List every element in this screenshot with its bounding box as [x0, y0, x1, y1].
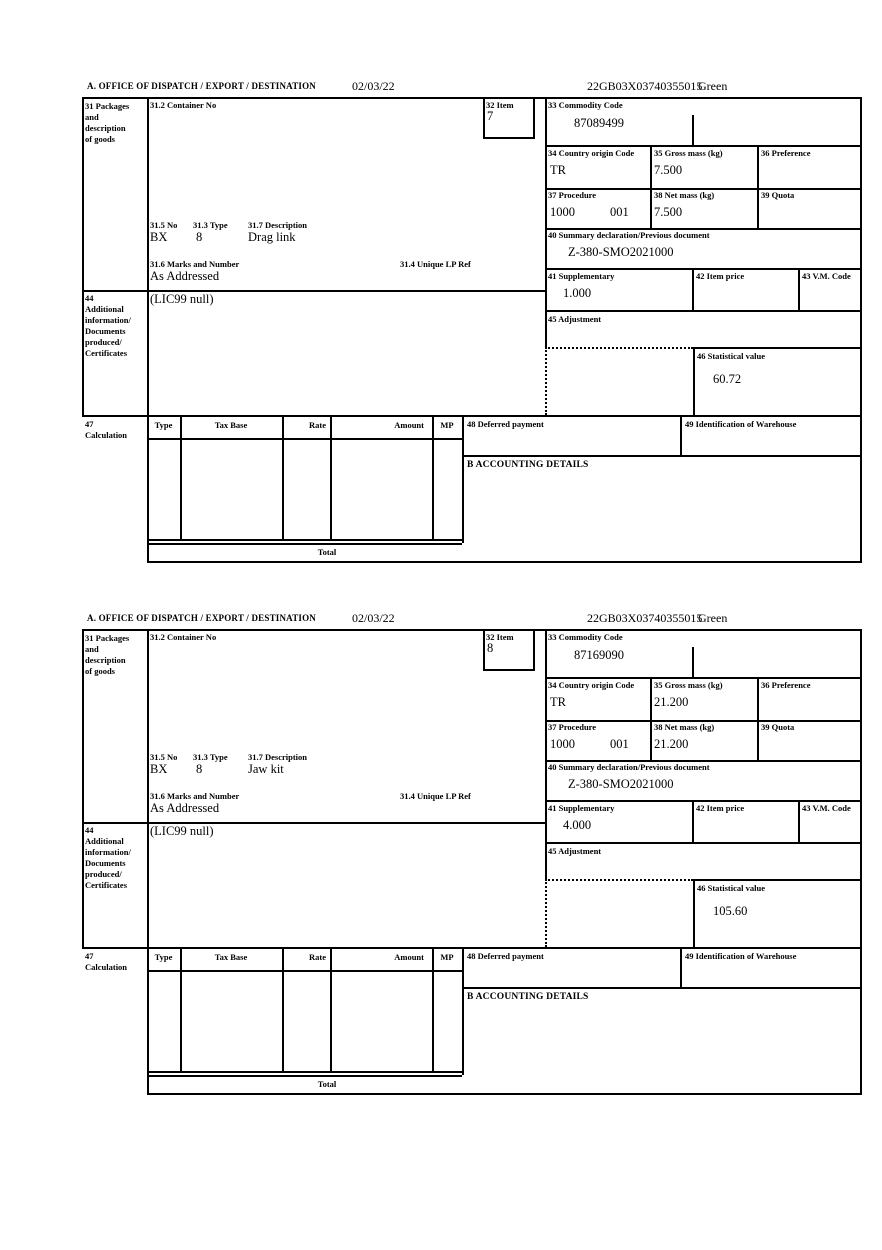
dotted-line: [545, 347, 547, 415]
grid-line: [432, 415, 434, 539]
statistical-value: 105.60: [713, 904, 748, 918]
package-no: BX: [150, 230, 168, 244]
procedure-label: 37 Procedure: [548, 722, 597, 732]
box31-label: 31 Packages: [85, 633, 130, 643]
grid-line: [147, 543, 462, 545]
routing-status: Green: [698, 611, 728, 625]
grid-line: [680, 947, 682, 987]
package-type: 8: [196, 762, 203, 776]
dispatch-date: 02/03/22: [352, 611, 395, 625]
procedure-code: 1000: [550, 205, 575, 219]
grid-line: [545, 310, 862, 312]
supplementary-label: 41 Supplementary: [548, 271, 615, 281]
grid-line: [693, 879, 695, 947]
gross-mass: 7.500: [654, 163, 683, 177]
box44-label: produced/: [85, 337, 122, 347]
grid-line: [462, 947, 464, 1075]
grid-line: [330, 947, 332, 1071]
office-of-dispatch-label: A. OFFICE OF DISPATCH / EXPORT / DESTINATION: [87, 613, 317, 623]
goods-description: Drag link: [248, 230, 296, 244]
declaration-reference: 22GB03X03740355015: [587, 79, 703, 93]
grid-line: [462, 987, 862, 989]
col-rate-header: Rate: [309, 420, 326, 430]
commodity-code-label: 33 Commodity Code: [548, 632, 623, 642]
package-type-label: 31.3 Type: [193, 752, 228, 762]
procedure-code: 1000: [550, 737, 575, 751]
warehouse-id-label: 49 Identification of Warehouse: [685, 951, 797, 961]
quota-label: 39 Quota: [761, 190, 795, 200]
country-origin: TR: [550, 695, 566, 709]
box47-label: Calculation: [85, 962, 128, 972]
grid-line: [545, 145, 862, 147]
grid-line: [693, 347, 695, 415]
col-type-header: Type: [154, 952, 173, 962]
box44-label: produced/: [85, 869, 122, 879]
gross-mass-label: 35 Gross mass (kg): [654, 148, 723, 158]
package-no: BX: [150, 762, 168, 776]
unique-lp-ref-label: 31.4 Unique LP Ref: [400, 791, 471, 801]
commodity-code-label: 33 Commodity Code: [548, 100, 623, 110]
vm-code-label: 43 V.M. Code: [802, 803, 851, 813]
grid-line: [533, 97, 535, 139]
grid-line: [693, 347, 862, 349]
grid-line: [147, 1071, 462, 1073]
grid-line: [180, 947, 182, 1071]
grid-line: [483, 97, 485, 139]
grid-line: [462, 455, 862, 457]
quota-label: 39 Quota: [761, 722, 795, 732]
box31-label: of goods: [85, 666, 115, 676]
package-type-label: 31.3 Type: [193, 220, 228, 230]
country-origin-label: 34 Country origin Code: [548, 680, 635, 690]
grid-line: [483, 629, 485, 671]
container-no-label: 31.2 Container No: [150, 100, 217, 110]
grid-line: [82, 629, 862, 631]
procedure-ext: 001: [610, 737, 629, 751]
grid-line: [180, 415, 182, 539]
total-label: Total: [317, 1079, 337, 1089]
grid-line: [545, 842, 862, 844]
col-type-header: Type: [154, 420, 173, 430]
item-block-1: [82, 78, 864, 568]
box44-label: Certificates: [85, 880, 128, 890]
grid-line: [82, 629, 84, 949]
net-mass: 21.200: [654, 737, 689, 751]
country-origin: TR: [550, 163, 566, 177]
grid-line: [692, 268, 694, 310]
item-price-label: 42 Item price: [696, 271, 745, 281]
description-label: 31.7 Description: [248, 752, 308, 762]
office-of-dispatch-label: A. OFFICE OF DISPATCH / EXPORT / DESTINATION: [87, 81, 317, 91]
commodity-code: 87169090: [574, 648, 624, 662]
supplementary-units: 1.000: [563, 286, 592, 300]
col-mp-header: MP: [440, 952, 454, 962]
total-label: Total: [317, 547, 337, 557]
supplementary-label: 41 Supplementary: [548, 803, 615, 813]
net-mass: 7.500: [654, 205, 683, 219]
grid-line: [545, 800, 862, 802]
grid-line: [432, 947, 434, 1071]
container-no-label: 31.2 Container No: [150, 632, 217, 642]
box31-label: description: [85, 655, 126, 665]
grid-line: [693, 879, 862, 881]
grid-line: [757, 677, 759, 760]
box47-label: 47: [85, 419, 94, 429]
col-amount-header: Amount: [394, 420, 424, 430]
grid-line: [462, 415, 464, 543]
adjustment-label: 45 Adjustment: [548, 314, 602, 324]
accounting-details-label: B ACCOUNTING DETAILS: [467, 460, 589, 470]
marks-value: As Addressed: [150, 801, 220, 815]
warehouse-id-label: 49 Identification of Warehouse: [685, 419, 797, 429]
item-block-2: [82, 610, 864, 1100]
box44-label: 44: [85, 293, 94, 303]
gross-mass-label: 35 Gross mass (kg): [654, 680, 723, 690]
dotted-line: [545, 879, 693, 881]
grid-line: [147, 438, 462, 440]
grid-line: [82, 97, 84, 417]
additional-info: (LIC99 null): [150, 824, 214, 838]
col-amount-header: Amount: [394, 952, 424, 962]
gross-mass: 21.200: [654, 695, 689, 709]
grid-line: [545, 97, 547, 349]
grid-line: [483, 669, 535, 671]
box31-label: and: [85, 644, 99, 654]
summary-declaration-label: 40 Summary declaration/Previous document: [548, 762, 710, 772]
grid-line: [680, 415, 682, 455]
item-box-label: 32 Item: [486, 632, 514, 642]
box44-label: Additional: [85, 304, 124, 314]
box31-label: 31 Packages: [85, 101, 130, 111]
package-no-label: 31.5 No: [150, 220, 178, 230]
grid-line: [483, 137, 535, 139]
box44-label: Documents: [85, 858, 126, 868]
grid-line: [147, 1075, 462, 1077]
supplementary-units: 4.000: [563, 818, 592, 832]
grid-line: [860, 97, 862, 563]
box47-label: Calculation: [85, 430, 128, 440]
net-mass-label: 38 Net mass (kg): [654, 190, 715, 200]
grid-line: [757, 145, 759, 228]
grid-line: [650, 677, 652, 760]
grid-line: [860, 629, 862, 1095]
package-type: 8: [196, 230, 203, 244]
summary-declaration: Z-380-SMO2021000: [568, 777, 674, 791]
commodity-code: 87089499: [574, 116, 624, 130]
box31-label: and: [85, 112, 99, 122]
statistical-value-label: 46 Statistical value: [697, 883, 765, 893]
grid-line: [545, 629, 547, 881]
grid-line: [147, 539, 462, 541]
dotted-line: [545, 879, 547, 947]
marks-label: 31.6 Marks and Number: [150, 791, 240, 801]
routing-status: Green: [698, 79, 728, 93]
grid-line: [692, 115, 694, 145]
box47-label: 47: [85, 951, 94, 961]
box31-label: description: [85, 123, 126, 133]
description-label: 31.7 Description: [248, 220, 308, 230]
box44-label: 44: [85, 825, 94, 835]
grid-line: [692, 800, 694, 842]
dotted-line: [545, 347, 693, 349]
col-mp-header: MP: [440, 420, 454, 430]
col-taxbase-header: Tax Base: [214, 952, 248, 962]
box44-label: Documents: [85, 326, 126, 336]
unique-lp-ref-label: 31.4 Unique LP Ref: [400, 259, 471, 269]
grid-line: [147, 1093, 862, 1095]
deferred-payment-label: 48 Deferred payment: [467, 951, 544, 961]
box44-label: information/: [85, 847, 131, 857]
grid-line: [147, 629, 149, 1095]
grid-line: [545, 268, 862, 270]
goods-description: Jaw kit: [248, 762, 284, 776]
country-origin-label: 34 Country origin Code: [548, 148, 635, 158]
marks-label: 31.6 Marks and Number: [150, 259, 240, 269]
grid-line: [147, 97, 149, 563]
grid-line: [82, 415, 862, 417]
grid-line: [82, 947, 862, 949]
box31-label: of goods: [85, 134, 115, 144]
grid-line: [147, 561, 862, 563]
box44-label: Certificates: [85, 348, 128, 358]
item-number: 7: [487, 109, 494, 123]
box44-label: Additional: [85, 836, 124, 846]
grid-line: [282, 415, 284, 539]
procedure-label: 37 Procedure: [548, 190, 597, 200]
grid-line: [798, 268, 800, 310]
box44-label: information/: [85, 315, 131, 325]
statistical-value: 60.72: [713, 372, 742, 386]
package-no-label: 31.5 No: [150, 752, 178, 762]
grid-line: [330, 415, 332, 539]
col-taxbase-header: Tax Base: [214, 420, 248, 430]
grid-line: [82, 97, 862, 99]
summary-declaration-label: 40 Summary declaration/Previous document: [548, 230, 710, 240]
additional-info: (LIC99 null): [150, 292, 214, 306]
grid-line: [545, 677, 862, 679]
grid-line: [798, 800, 800, 842]
grid-line: [692, 647, 694, 677]
grid-line: [282, 947, 284, 1071]
statistical-value-label: 46 Statistical value: [697, 351, 765, 361]
preference-label: 36 Preference: [761, 680, 811, 690]
summary-declaration: Z-380-SMO2021000: [568, 245, 674, 259]
item-number: 8: [487, 641, 494, 655]
grid-line: [533, 629, 535, 671]
vm-code-label: 43 V.M. Code: [802, 271, 851, 281]
marks-value: As Addressed: [150, 269, 220, 283]
grid-line: [650, 145, 652, 228]
net-mass-label: 38 Net mass (kg): [654, 722, 715, 732]
procedure-ext: 001: [610, 205, 629, 219]
item-box-label: 32 Item: [486, 100, 514, 110]
dispatch-date: 02/03/22: [352, 79, 395, 93]
preference-label: 36 Preference: [761, 148, 811, 158]
col-rate-header: Rate: [309, 952, 326, 962]
accounting-details-label: B ACCOUNTING DETAILS: [467, 992, 589, 1002]
declaration-reference: 22GB03X03740355015: [587, 611, 703, 625]
adjustment-label: 45 Adjustment: [548, 846, 602, 856]
deferred-payment-label: 48 Deferred payment: [467, 419, 544, 429]
item-price-label: 42 Item price: [696, 803, 745, 813]
grid-line: [147, 970, 462, 972]
